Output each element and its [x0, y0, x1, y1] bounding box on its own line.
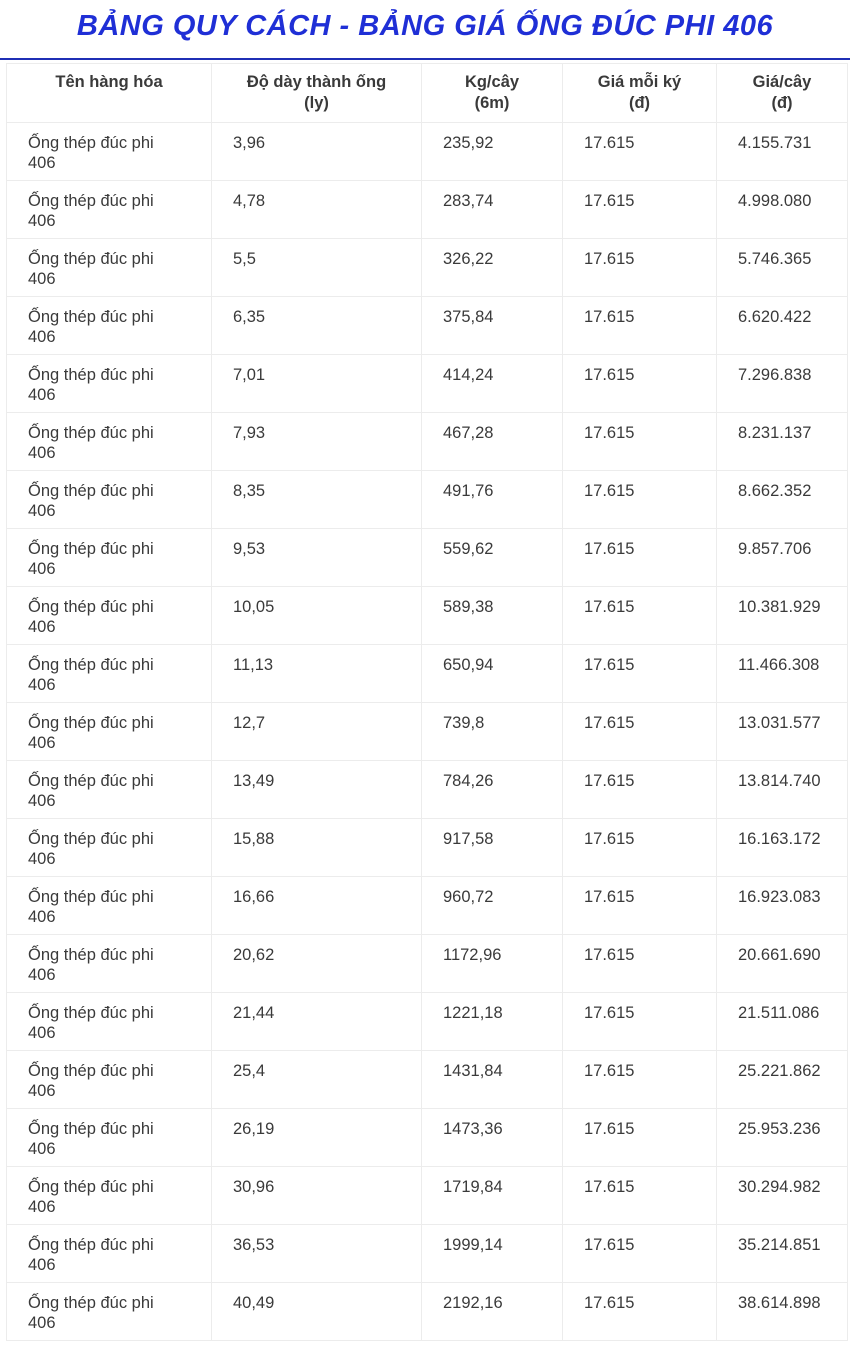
table-row: [7, 819, 848, 877]
cell-price-per-kg: 17.615: [563, 413, 717, 471]
cell-weight: 2192,16: [422, 1283, 563, 1341]
cell-weight: 491,76: [422, 471, 563, 529]
cell-weight: 326,22: [422, 239, 563, 297]
cell-price-per-pipe: 20.661.690: [717, 935, 848, 993]
table-row: [7, 529, 848, 587]
table-row: [7, 1051, 848, 1109]
cell-weight: 375,84: [422, 297, 563, 355]
cell-price-per-pipe: 16.163.172: [717, 819, 848, 877]
cell-price-per-pipe: 13.031.577: [717, 703, 848, 761]
table-row: [7, 1225, 848, 1283]
cell-weight: 589,38: [422, 587, 563, 645]
cell-weight: 1221,18: [422, 993, 563, 1051]
cell-price-per-pipe: 10.381.929: [717, 587, 848, 645]
cell-price-per-pipe: 16.923.083: [717, 877, 848, 935]
page-title: BẢNG QUY CÁCH - BẢNG GIÁ ỐNG ĐÚC PHI 406: [76, 10, 774, 42]
cell-wall-thickness: 13,49: [212, 761, 422, 819]
cell-price-per-kg: 17.615: [563, 123, 717, 181]
cell-wall-thickness: 7,93: [212, 413, 422, 471]
cell-weight: 739,8: [422, 703, 563, 761]
cell-product-name: Ống thép đúc phi 406: [7, 877, 212, 935]
cell-product-name: Ống thép đúc phi 406: [7, 935, 212, 993]
table-row: [7, 1167, 848, 1225]
cell-weight: 283,74: [422, 181, 563, 239]
cell-product-name: Ống thép đúc phi 406: [7, 297, 212, 355]
table-row: [7, 877, 848, 935]
table-row: [7, 1109, 848, 1167]
cell-wall-thickness: 6,35: [212, 297, 422, 355]
cell-product-name: Ống thép đúc phi 406: [7, 1109, 212, 1167]
cell-product-name: Ống thép đúc phi 406: [7, 1225, 212, 1283]
cell-weight: 1999,14: [422, 1225, 563, 1283]
cell-weight: 467,28: [422, 413, 563, 471]
cell-product-name: Ống thép đúc phi 406: [7, 587, 212, 645]
cell-price-per-pipe: 38.614.898: [717, 1283, 848, 1341]
cell-price-per-pipe: 8.231.137: [717, 413, 848, 471]
cell-price-per-pipe: 5.746.365: [717, 239, 848, 297]
table-row: [7, 239, 848, 297]
cell-product-name: Ống thép đúc phi 406: [7, 1051, 212, 1109]
cell-price-per-pipe: 9.857.706: [717, 529, 848, 587]
table-row: [7, 123, 848, 181]
cell-price-per-kg: 17.615: [563, 1225, 717, 1283]
table-row: [7, 645, 848, 703]
cell-wall-thickness: 3,96: [212, 123, 422, 181]
table-row: [7, 761, 848, 819]
price-table-container: [6, 63, 847, 1341]
cell-price-per-kg: 17.615: [563, 181, 717, 239]
cell-price-per-pipe: 25.221.862: [717, 1051, 848, 1109]
header-product-name-line: Tên hàng hóa: [55, 73, 163, 91]
cell-wall-thickness: 11,13: [212, 645, 422, 703]
cell-product-name: Ống thép đúc phi 406: [7, 1167, 212, 1225]
cell-weight: 650,94: [422, 645, 563, 703]
header-weight-per-pipe: [422, 64, 563, 123]
cell-price-per-kg: 17.615: [563, 355, 717, 413]
cell-price-per-pipe: 7.296.838: [717, 355, 848, 413]
cell-product-name: Ống thép đúc phi 406: [7, 355, 212, 413]
cell-price-per-pipe: 21.511.086: [717, 993, 848, 1051]
header-product-name: [7, 64, 212, 123]
cell-product-name: Ống thép đúc phi 406: [7, 645, 212, 703]
cell-price-per-kg: 17.615: [563, 1283, 717, 1341]
cell-wall-thickness: 10,05: [212, 587, 422, 645]
cell-wall-thickness: 15,88: [212, 819, 422, 877]
cell-price-per-kg: 17.615: [563, 1051, 717, 1109]
cell-wall-thickness: 21,44: [212, 993, 422, 1051]
cell-wall-thickness: 5,5: [212, 239, 422, 297]
cell-price-per-pipe: 4.998.080: [717, 181, 848, 239]
cell-wall-thickness: 40,49: [212, 1283, 422, 1341]
cell-price-per-pipe: 30.294.982: [717, 1167, 848, 1225]
cell-wall-thickness: 4,78: [212, 181, 422, 239]
table-row: [7, 993, 848, 1051]
cell-price-per-kg: 17.615: [563, 993, 717, 1051]
cell-price-per-pipe: 6.620.422: [717, 297, 848, 355]
cell-product-name: Ống thép đúc phi 406: [7, 761, 212, 819]
cell-wall-thickness: 7,01: [212, 355, 422, 413]
cell-price-per-kg: 17.615: [563, 587, 717, 645]
header-wall-thickness-line: Độ dày thành ống: [246, 73, 387, 91]
cell-weight: 1473,36: [422, 1109, 563, 1167]
cell-price-per-kg: 17.615: [563, 877, 717, 935]
cell-product-name: Ống thép đúc phi 406: [7, 413, 212, 471]
cell-price-per-pipe: 4.155.731: [717, 123, 848, 181]
cell-wall-thickness: 36,53: [212, 1225, 422, 1283]
cell-weight: 784,26: [422, 761, 563, 819]
table-row: [7, 413, 848, 471]
cell-price-per-kg: 17.615: [563, 1109, 717, 1167]
cell-weight: 1172,96: [422, 935, 563, 993]
header-wall-thickness-line: (ly): [304, 94, 329, 112]
header-price-per-kg-line: (đ): [628, 94, 651, 112]
table-row: [7, 935, 848, 993]
cell-product-name: Ống thép đúc phi 406: [7, 1283, 212, 1341]
table-row: [7, 471, 848, 529]
cell-wall-thickness: 26,19: [212, 1109, 422, 1167]
cell-product-name: Ống thép đúc phi 406: [7, 703, 212, 761]
cell-price-per-kg: 17.615: [563, 935, 717, 993]
table-row: [7, 1283, 848, 1341]
price-table: [6, 63, 848, 1341]
title-bar: [0, 0, 850, 60]
cell-wall-thickness: 12,7: [212, 703, 422, 761]
table-row: [7, 297, 848, 355]
header-price-per-pipe-line: Giá/cây: [752, 73, 812, 91]
cell-price-per-pipe: 35.214.851: [717, 1225, 848, 1283]
cell-weight: 414,24: [422, 355, 563, 413]
cell-wall-thickness: 25,4: [212, 1051, 422, 1109]
table-row: [7, 587, 848, 645]
cell-price-per-kg: 17.615: [563, 761, 717, 819]
cell-price-per-kg: 17.615: [563, 703, 717, 761]
cell-price-per-pipe: 8.662.352: [717, 471, 848, 529]
table-header: [7, 64, 848, 123]
cell-price-per-kg: 17.615: [563, 529, 717, 587]
cell-product-name: Ống thép đúc phi 406: [7, 239, 212, 297]
header-price-per-kg: [563, 64, 717, 123]
cell-product-name: Ống thép đúc phi 406: [7, 471, 212, 529]
cell-product-name: Ống thép đúc phi 406: [7, 819, 212, 877]
cell-weight: 1719,84: [422, 1167, 563, 1225]
cell-product-name: Ống thép đúc phi 406: [7, 181, 212, 239]
cell-price-per-kg: 17.615: [563, 471, 717, 529]
cell-weight: 235,92: [422, 123, 563, 181]
header-price-per-pipe-line: (đ): [771, 94, 793, 112]
cell-price-per-pipe: 11.466.308: [717, 645, 848, 703]
cell-price-per-pipe: 25.953.236: [717, 1109, 848, 1167]
header-price-per-pipe: [717, 64, 848, 123]
cell-product-name: Ống thép đúc phi 406: [7, 993, 212, 1051]
cell-price-per-kg: 17.615: [563, 819, 717, 877]
cell-wall-thickness: 9,53: [212, 529, 422, 587]
header-price-per-kg-line: Giá mỗi ký: [597, 73, 682, 91]
header-weight-per-pipe-line: Kg/cây: [464, 73, 520, 91]
header-row: [7, 64, 848, 123]
cell-wall-thickness: 30,96: [212, 1167, 422, 1225]
cell-price-per-pipe: 13.814.740: [717, 761, 848, 819]
cell-product-name: Ống thép đúc phi 406: [7, 529, 212, 587]
header-wall-thickness: [212, 64, 422, 123]
cell-price-per-kg: 17.615: [563, 1167, 717, 1225]
cell-price-per-kg: 17.615: [563, 645, 717, 703]
cell-weight: 559,62: [422, 529, 563, 587]
cell-wall-thickness: 8,35: [212, 471, 422, 529]
cell-weight: 917,58: [422, 819, 563, 877]
cell-product-name: Ống thép đúc phi 406: [7, 123, 212, 181]
cell-weight: 1431,84: [422, 1051, 563, 1109]
table-row: [7, 703, 848, 761]
cell-wall-thickness: 16,66: [212, 877, 422, 935]
cell-price-per-kg: 17.615: [563, 297, 717, 355]
table-row: [7, 355, 848, 413]
cell-price-per-kg: 17.615: [563, 239, 717, 297]
cell-wall-thickness: 20,62: [212, 935, 422, 993]
table-row: [7, 181, 848, 239]
cell-weight: 960,72: [422, 877, 563, 935]
table-body: [7, 123, 848, 1341]
header-weight-per-pipe-line: (6m): [474, 94, 510, 112]
